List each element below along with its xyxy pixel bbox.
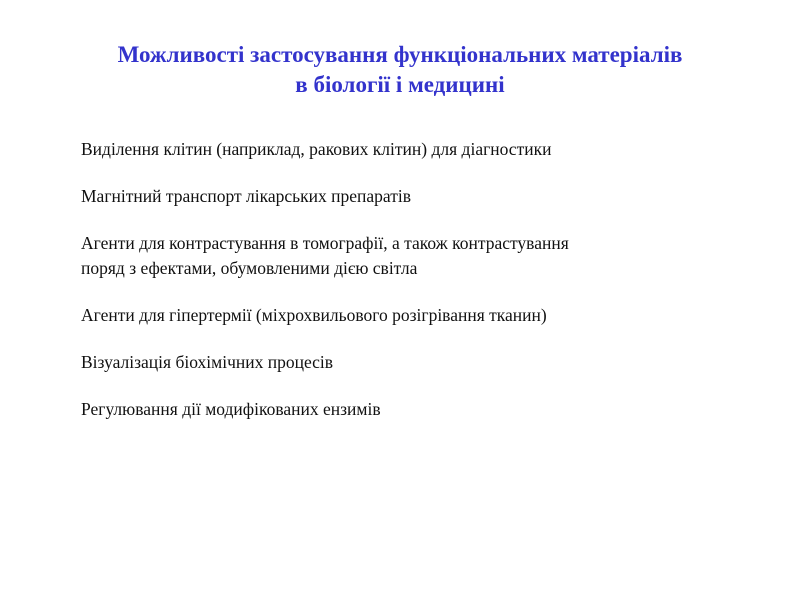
list-item-enzyme-regulation — [81, 397, 761, 422]
list-item-visualization — [81, 350, 761, 375]
list-item-text-continuation: поряд з ефектами, обумовленими дією світла — [81, 258, 418, 278]
list-item-text: Візуалізація біохімічних процесів — [81, 352, 334, 372]
list-item-text: Агенти для контрастування в томографії, а також контрастування — [81, 233, 569, 253]
slide-title-line-1: Можливості застосування функціональних матеріалів — [117, 42, 683, 67]
application-list — [81, 137, 761, 444]
slide-title-line-2: в біології і медицині — [295, 72, 505, 97]
slide-title — [0, 40, 800, 100]
list-item-text: Магнітний транспорт лікарських препаратів — [81, 186, 411, 206]
list-item-magnetic-transport — [81, 184, 761, 209]
list-item-text: Агенти для гіпертермії (міхрохвильового розігрівання тканин) — [81, 305, 547, 325]
list-item-text: Регулювання дії модифікованих ензимів — [81, 399, 381, 419]
list-item-text: Виділення клітин (наприклад, ракових клітин) для діагностики — [81, 139, 552, 159]
list-item-contrast-agents — [81, 231, 761, 281]
list-item-cell-separation — [81, 137, 761, 162]
list-item-hyperthermia — [81, 303, 761, 328]
